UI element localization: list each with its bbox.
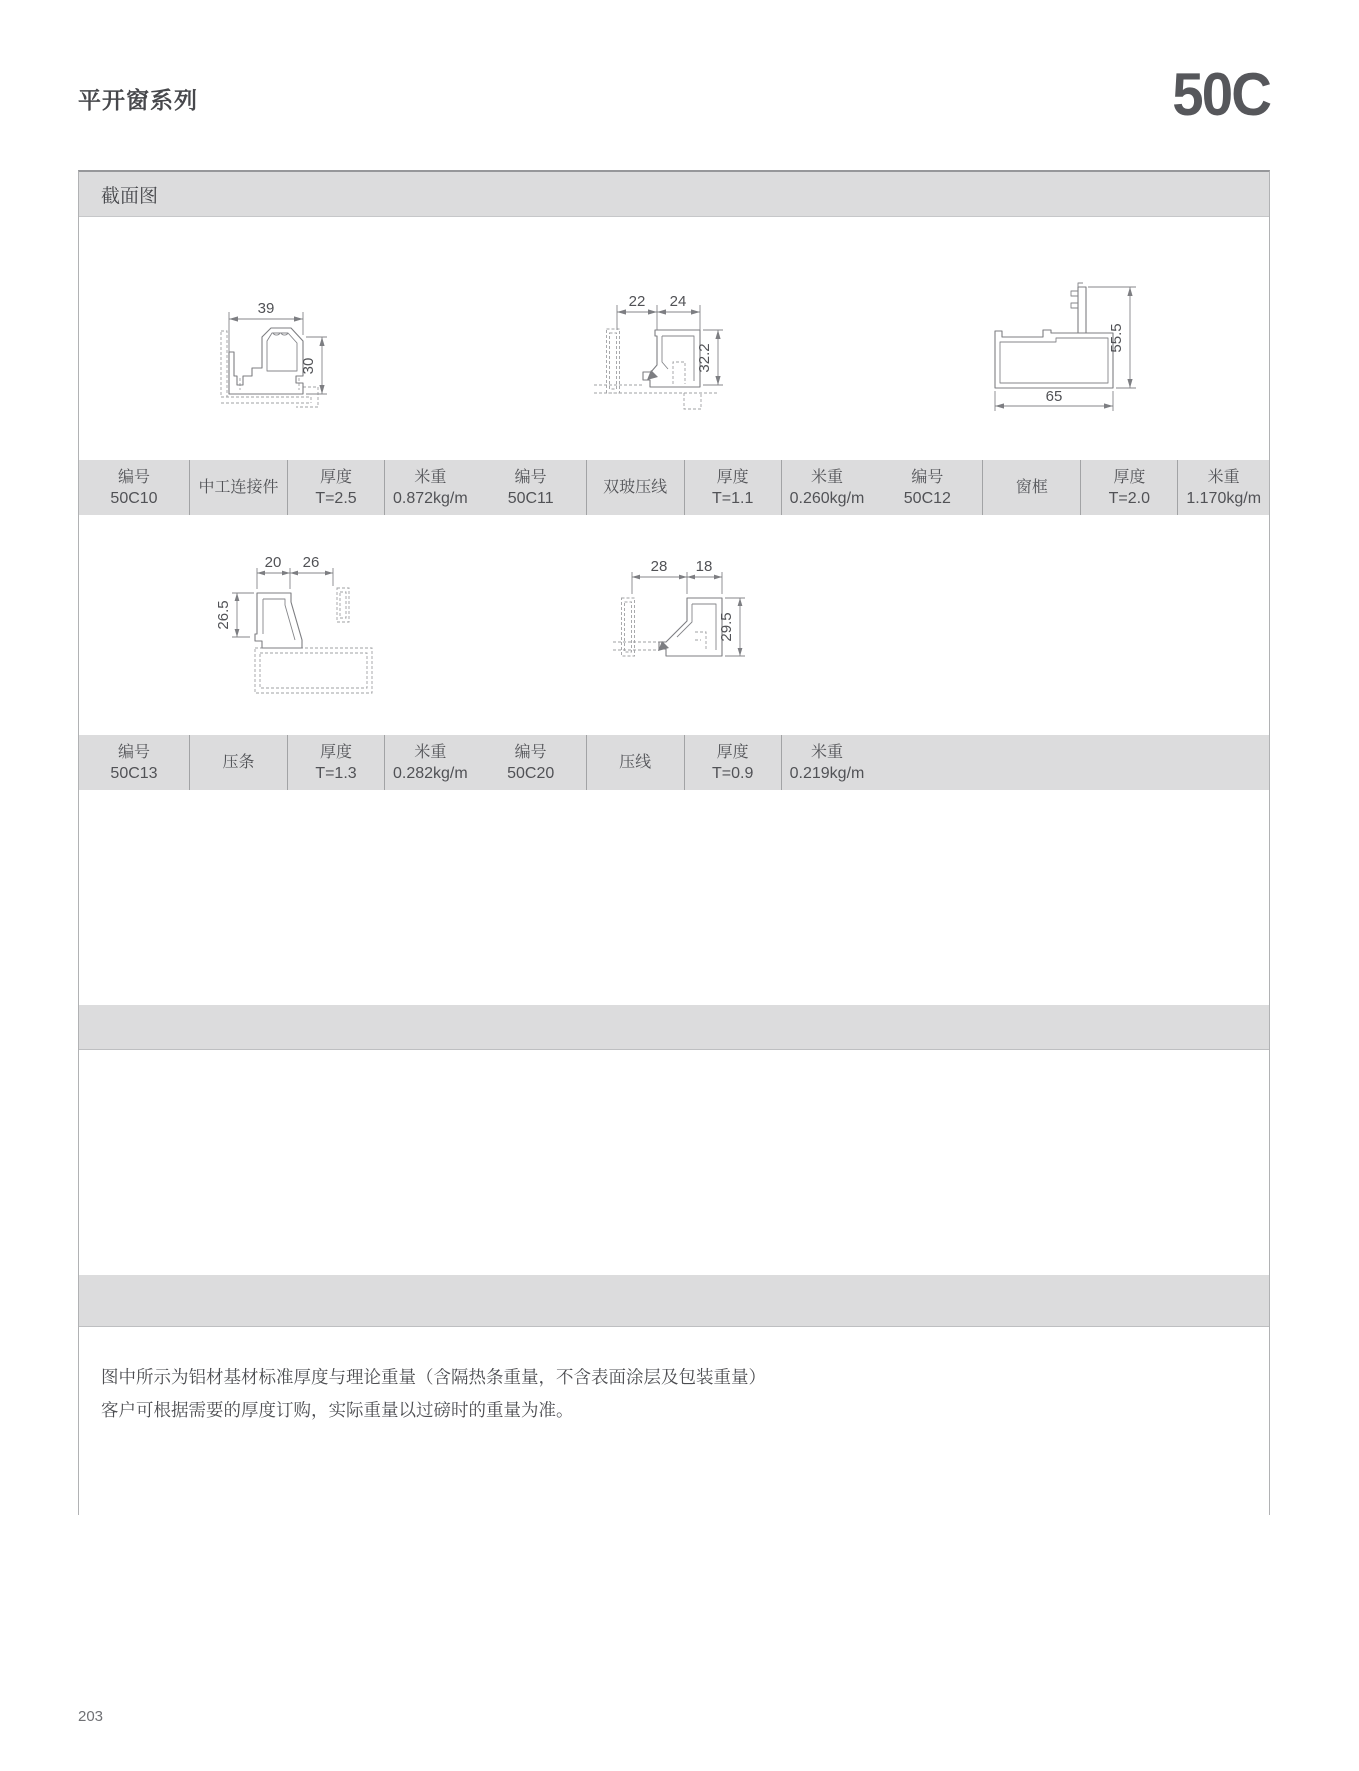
spec-code-cell xyxy=(79,735,189,790)
spec-50C10 xyxy=(79,460,476,515)
weight-value: 0.219kg/m xyxy=(789,764,865,782)
spec-code-cell xyxy=(476,735,586,790)
spec-thickness-cell xyxy=(1080,460,1177,515)
cross-section-50C20 xyxy=(605,560,755,700)
weight-value: 0.260kg/m xyxy=(789,489,865,507)
footnote xyxy=(101,1361,766,1427)
series-title: 平开窗系列 xyxy=(78,87,198,113)
dim-label: 26 xyxy=(302,554,320,571)
spec-name-cell xyxy=(189,735,287,790)
thickness-label: 厚度 xyxy=(716,743,749,761)
code-value: 50C11 xyxy=(507,489,554,507)
cross-section-50C10 xyxy=(200,298,345,413)
spec-code-cell xyxy=(872,460,982,515)
spec-thickness-cell xyxy=(287,460,384,515)
code-value: 50C13 xyxy=(110,764,158,782)
spec-50C13 xyxy=(79,735,476,790)
spec-thickness-cell xyxy=(684,460,781,515)
spec-name-cell xyxy=(982,460,1080,515)
thickness-value: T=2.0 xyxy=(1108,489,1151,507)
spec-weight-cell xyxy=(781,735,873,790)
dim-label: 30 xyxy=(300,357,317,375)
code-value: 50C12 xyxy=(903,489,951,507)
dim-label: 20 xyxy=(264,554,282,571)
thickness-value: T=1.1 xyxy=(711,489,754,507)
thickness-label: 厚度 xyxy=(319,743,352,761)
spec-name-cell xyxy=(586,460,684,515)
thickness-label: 厚度 xyxy=(319,468,352,486)
name-value: 压线 xyxy=(619,754,652,771)
cross-section-50C12 xyxy=(950,275,1150,417)
code-label: 编号 xyxy=(911,468,944,486)
name-value: 双玻压线 xyxy=(603,479,668,496)
series-code: 50C xyxy=(1172,61,1270,128)
spec-row-2 xyxy=(79,735,1269,790)
drawing-row-4-empty xyxy=(79,1050,1269,1275)
spec-empty-cell xyxy=(872,735,1269,790)
footnote-line-1: 图中所示为铝材基材标准厚度与理论重量（含隔热条重量，不含表面涂层及包装重量） xyxy=(101,1367,766,1387)
weight-label: 米重 xyxy=(1207,468,1240,486)
spec-thickness-cell xyxy=(684,735,781,790)
dim-label: 55.5 xyxy=(1108,323,1125,353)
code-value: 50C20 xyxy=(507,764,555,782)
weight-label: 米重 xyxy=(414,468,447,486)
spec-row-3-empty xyxy=(79,1005,1269,1050)
name-value: 中工连接件 xyxy=(198,479,279,496)
page-number: 203 xyxy=(78,1708,104,1725)
dim-label: 32.2 xyxy=(696,343,713,373)
weight-label: 米重 xyxy=(414,743,447,761)
footnote-line-2: 客户可根据需要的厚度订购，实际重量以过磅时的重量为准。 xyxy=(101,1400,574,1420)
spec-weight-cell xyxy=(384,460,476,515)
thickness-value: T=0.9 xyxy=(711,764,754,782)
spec-weight-cell xyxy=(384,735,476,790)
note-row xyxy=(79,1327,1269,1515)
dim-label: 24 xyxy=(669,293,687,310)
cross-section-50C11 xyxy=(592,295,734,417)
spec-50C20 xyxy=(476,735,873,790)
code-label: 编号 xyxy=(514,468,547,486)
weight-label: 米重 xyxy=(811,468,844,486)
code-label: 编号 xyxy=(514,743,547,761)
weight-value: 0.282kg/m xyxy=(392,764,468,782)
spec-row-4-empty xyxy=(79,1275,1269,1327)
dim-label: 29.5 xyxy=(718,612,735,642)
thickness-label: 厚度 xyxy=(1113,468,1146,486)
spec-code-cell xyxy=(79,460,189,515)
drawing-row-3-empty xyxy=(79,790,1269,1005)
dim-label: 28 xyxy=(650,558,668,575)
code-label: 编号 xyxy=(117,743,150,761)
dim-label: 26.5 xyxy=(215,600,232,630)
weight-label: 米重 xyxy=(811,743,844,761)
spec-name-cell xyxy=(189,460,287,515)
weight-value: 1.170kg/m xyxy=(1186,489,1262,507)
spec-weight-cell xyxy=(781,460,873,515)
table-header-row xyxy=(79,172,1269,217)
weight-value: 0.872kg/m xyxy=(392,489,468,507)
spec-50C12 xyxy=(872,460,1269,515)
spec-name-cell xyxy=(586,735,684,790)
thickness-label: 厚度 xyxy=(716,468,749,486)
table-title: 截面图 xyxy=(101,185,159,207)
name-value: 压条 xyxy=(222,754,255,771)
spec-weight-cell xyxy=(1177,460,1269,515)
spec-50C11 xyxy=(476,460,873,515)
thickness-value: T=2.5 xyxy=(315,489,357,507)
spec-thickness-cell xyxy=(287,735,384,790)
spec-code-cell xyxy=(476,460,586,515)
cross-section-50C13 xyxy=(215,554,385,698)
code-value: 50C10 xyxy=(110,489,158,507)
name-value: 窗框 xyxy=(1015,479,1048,496)
dim-label: 65 xyxy=(1045,388,1063,405)
code-label: 编号 xyxy=(117,468,150,486)
dim-label: 18 xyxy=(695,558,713,575)
spec-row-1 xyxy=(79,460,1269,515)
dim-label: 22 xyxy=(628,293,646,310)
dim-label: 39 xyxy=(257,300,275,317)
thickness-value: T=1.3 xyxy=(315,764,357,782)
